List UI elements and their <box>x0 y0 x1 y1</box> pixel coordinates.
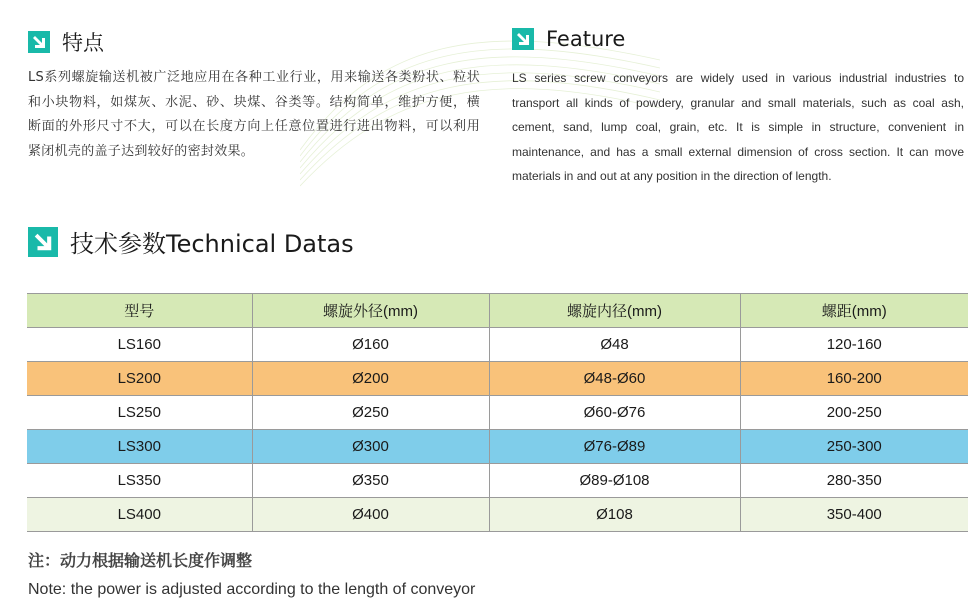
header-model: 型号 <box>27 294 252 328</box>
cell-inner: Ø76-Ø89 <box>489 430 740 464</box>
arrow-down-right-icon <box>512 28 534 50</box>
cell-model: LS200 <box>27 362 252 396</box>
cell-pitch: 280-350 <box>740 464 968 498</box>
table-row <box>27 464 968 498</box>
table-row <box>27 430 968 464</box>
features-heading-cn <box>28 27 104 57</box>
cell-pitch: 200-250 <box>740 396 968 430</box>
table-row <box>27 396 968 430</box>
header-inner-diameter: 螺旋内径(mm) <box>489 294 740 328</box>
table-row <box>27 498 968 532</box>
cell-pitch: 160-200 <box>740 362 968 396</box>
cell-inner: Ø108 <box>489 498 740 532</box>
cell-model: LS350 <box>27 464 252 498</box>
table-row <box>27 362 968 396</box>
header-pitch: 螺距(mm) <box>740 294 968 328</box>
features-body-cn: LS系列螺旋输送机被广泛地应用在各种工业行业，用来输送各类粉状、粒状和小块物料，如煤灰、水泥、砂、块煤、谷类等。结构简单，维护方便，横断面的外形尺寸不大，可以在长度方向上任意位置进行进出物料，可以利用紧闭机壳的盖子达到较好的密封效果。 <box>28 70 480 159</box>
table-row <box>27 328 968 362</box>
cell-outer: Ø250 <box>252 396 489 430</box>
cell-model: LS300 <box>27 430 252 464</box>
cell-outer: Ø350 <box>252 464 489 498</box>
cell-outer: Ø400 <box>252 498 489 532</box>
cell-pitch: 250-300 <box>740 430 968 464</box>
note-cn: 注：动力根据输送机长度作调整 <box>28 551 253 570</box>
cell-model: LS250 <box>27 396 252 430</box>
spec-table <box>27 293 968 532</box>
header-outer-diameter: 螺旋外径(mm) <box>252 294 489 328</box>
cell-pitch: 120-160 <box>740 328 968 362</box>
arrow-down-right-icon <box>28 31 50 53</box>
cell-inner: Ø48 <box>489 328 740 362</box>
cell-inner: Ø60-Ø76 <box>489 396 740 430</box>
cell-outer: Ø200 <box>252 362 489 396</box>
spec-table-header-row <box>27 294 968 328</box>
features-title-cn: 特点 <box>62 31 104 55</box>
features-heading-en <box>512 27 625 51</box>
tech-data-title: 技术参数Technical Datas <box>70 230 354 258</box>
cell-model: LS160 <box>27 328 252 362</box>
cell-inner: Ø48-Ø60 <box>489 362 740 396</box>
arrow-down-right-icon <box>28 227 58 257</box>
note-en: Note: the power is adjusted according to the length of conveyor <box>28 581 476 598</box>
cell-inner: Ø89-Ø108 <box>489 464 740 498</box>
cell-pitch: 350-400 <box>740 498 968 532</box>
cell-model: LS400 <box>27 498 252 532</box>
features-title-en: Feature <box>546 27 626 51</box>
features-body-en: LS series screw conveyors are widely used in various industrial industries to transport all kinds of powdery, granular and small materials, such as coal ash, cement, sand, lump coal, grain, etc. It is simple in structure, convenient in maintenance, and has a small external dimension of cross section. It can move materials in and out at any position in the direction of length. <box>512 71 964 183</box>
cell-outer: Ø160 <box>252 328 489 362</box>
cell-outer: Ø300 <box>252 430 489 464</box>
tech-data-heading <box>28 224 354 259</box>
